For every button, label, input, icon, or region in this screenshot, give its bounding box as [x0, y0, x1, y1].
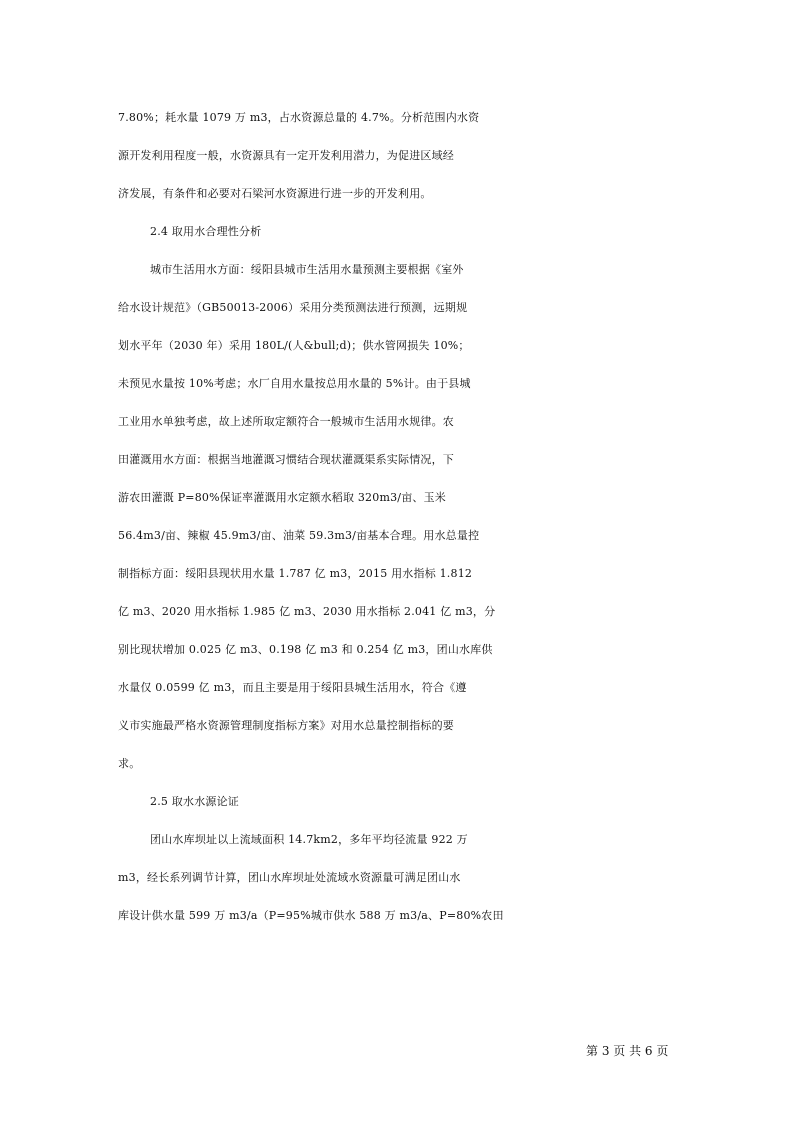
- text-line: 团山水库坝址以上流域面积 14.7km2，多年平均径流量 922 万: [150, 833, 468, 846]
- text-line: 求。: [118, 757, 141, 770]
- section-heading: 2.4 取用水合理性分析: [150, 225, 262, 238]
- text-line: 源开发利用程度一般，水资源具有一定开发利用潜力，为促进区域经: [118, 149, 454, 162]
- text-line: 7.80%；耗水量 1079 万 m3，占水资源总量的 4.7%。分析范围内水资: [118, 111, 480, 124]
- text-line: 城市生活用水方面：绥阳县城市生活用水量预测主要根据《室外: [150, 263, 464, 276]
- text-line: 义市实施最严格水资源管理制度指标方案》对用水总量控制指标的要: [118, 719, 454, 732]
- text-line: 给水设计规范》（GB50013-2006）采用分类预测法进行预测，远期规: [118, 301, 468, 314]
- text-line: m3，经长系列调节计算，团山水库坝址处流域水资源量可满足团山水: [118, 871, 461, 884]
- text-line: 制指标方面：绥阳县现状用水量 1.787 亿 m3，2015 用水指标 1.812: [118, 567, 473, 580]
- text-line: 库设计供水量 599 万 m3/a（P=95%城市供水 588 万 m3/a、P=80%农田: [118, 909, 504, 922]
- text-line: 工业用水单独考虑，故上述所取定额符合一般城市生活用水规律。农: [118, 415, 454, 428]
- text-line: 济发展，有条件和必要对石梁河水资源进行进一步的开发利用。: [118, 187, 432, 200]
- page-number-footer: 第 3 页 共 6 页: [586, 1044, 669, 1058]
- text-line: 亿 m3、2020 用水指标 1.985 亿 m3、2030 用水指标 2.041 亿 m3，分: [118, 605, 496, 618]
- text-line: 未预见水量按 10%考虑；水厂自用水量按总用水量的 5%计。由于县城: [118, 377, 471, 390]
- text-line: 田灌溉用水方面：根据当地灌溉习惯结合现状灌溉渠系实际情况，下: [118, 453, 454, 466]
- text-line: 水量仅 0.0599 亿 m3，而且主要是用于绥阳县城生活用水，符合《遵: [118, 681, 467, 694]
- text-line: 别比现状增加 0.025 亿 m3、0.198 亿 m3 和 0.254 亿 m3，团山水库供: [118, 643, 493, 656]
- section-heading: 2.5 取水水源论证: [150, 795, 239, 808]
- text-line: 划水平年（2030 年）采用 180L/(人&bull;d)；供水管网损失 10%；: [118, 339, 470, 352]
- text-line: 56.4m3/亩、辣椒 45.9m3/亩、油菜 59.3m3/亩基本合理。用水总量控: [118, 529, 480, 542]
- text-line: 游农田灌溉 P=80%保证率灌溉用水定额水稻取 320m3/亩、玉米: [118, 491, 446, 504]
